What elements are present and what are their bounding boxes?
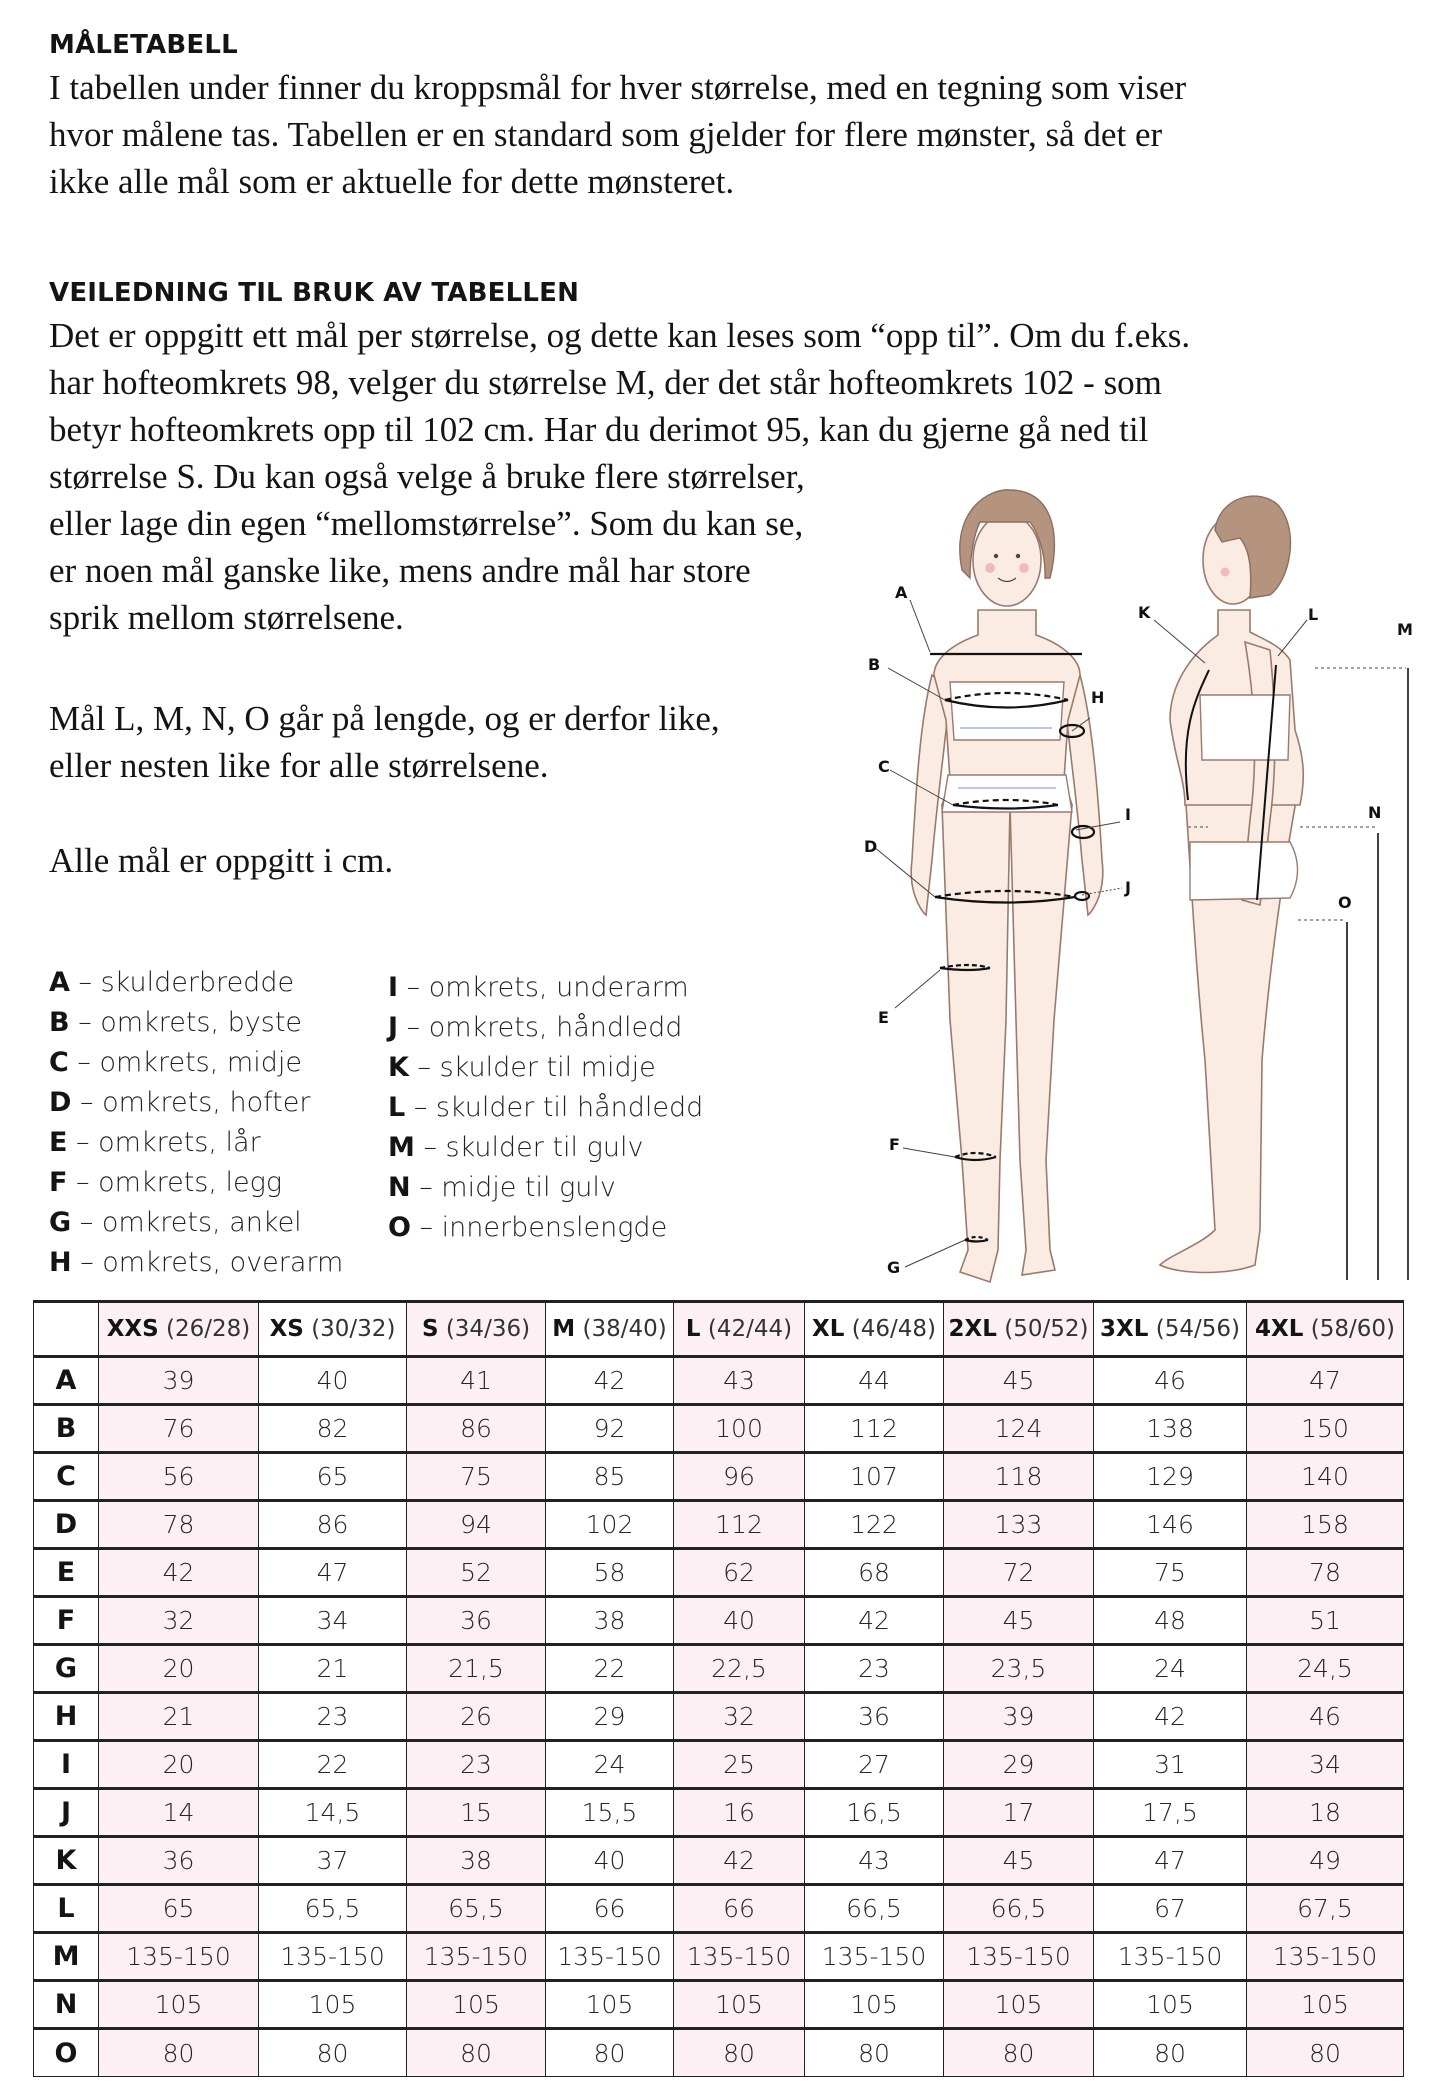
table-cell: 105 <box>407 1981 546 2029</box>
legend-item: H – omkrets, overarm <box>49 1247 344 1278</box>
table-header-row <box>34 1302 1404 1357</box>
row-label: J <box>34 1789 99 1837</box>
table-row <box>34 1693 1404 1741</box>
table-cell: 43 <box>674 1357 805 1405</box>
table-cell: 105 <box>805 1981 944 2029</box>
row-label: K <box>34 1837 99 1885</box>
table-cell: 96 <box>674 1453 805 1501</box>
table-cell: 36 <box>99 1837 259 1885</box>
corner-cell <box>34 1302 99 1357</box>
table-cell: 135-150 <box>1247 1933 1404 1981</box>
table-cell: 135-150 <box>674 1933 805 1981</box>
table-cell: 40 <box>259 1357 407 1405</box>
column-header-xxs: XXS (26/28) <box>99 1302 259 1357</box>
table-cell: 56 <box>99 1453 259 1501</box>
table-cell: 18 <box>1247 1789 1404 1837</box>
column-header-m: M (38/40) <box>546 1302 674 1357</box>
table-cell: 80 <box>674 2029 805 2077</box>
legend-item: O – innerbenslengde <box>388 1212 668 1243</box>
row-label: N <box>34 1981 99 2029</box>
legend-item: N – midje til gulv <box>388 1172 616 1203</box>
intro-line: ikke alle mål som er aktuelle for dette mønsteret. <box>49 162 735 201</box>
table-cell: 32 <box>99 1597 259 1645</box>
figure-label-h: H <box>1091 688 1105 707</box>
figure-label-c: C <box>878 757 890 776</box>
table-cell: 16 <box>674 1789 805 1837</box>
table-cell: 45 <box>944 1357 1094 1405</box>
column-header-4xl: 4XL (58/60) <box>1247 1302 1404 1357</box>
table-cell: 42 <box>674 1837 805 1885</box>
legend-item: J – omkrets, håndledd <box>388 1012 683 1043</box>
legend-item: K – skulder til midje <box>388 1052 656 1083</box>
legend-item: D – omkrets, hofter <box>49 1087 311 1118</box>
table-cell: 21 <box>99 1693 259 1741</box>
table-cell: 47 <box>259 1549 407 1597</box>
figure-label-m: M <box>1397 620 1413 639</box>
table-cell: 86 <box>407 1405 546 1453</box>
legend-item: A – skulderbredde <box>49 967 295 998</box>
table-cell: 40 <box>546 1837 674 1885</box>
table-cell: 17 <box>944 1789 1094 1837</box>
table-cell: 146 <box>1094 1501 1247 1549</box>
row-label: F <box>34 1597 99 1645</box>
row-label: G <box>34 1645 99 1693</box>
table-cell: 118 <box>944 1453 1094 1501</box>
unit-note <box>49 837 393 884</box>
table-row <box>34 1885 1404 1933</box>
figure-label-e: E <box>878 1008 889 1027</box>
row-label: E <box>34 1549 99 1597</box>
row-label: H <box>34 1693 99 1741</box>
column-header-3xl: 3XL (54/56) <box>1094 1302 1247 1357</box>
table-cell: 14,5 <box>259 1789 407 1837</box>
legend-item: C – omkrets, midje <box>49 1047 302 1078</box>
table-cell: 80 <box>99 2029 259 2077</box>
table-cell: 67 <box>1094 1885 1247 1933</box>
legend-right <box>388 968 703 1248</box>
table-cell: 100 <box>674 1405 805 1453</box>
length-note <box>49 695 720 789</box>
table-row <box>34 1837 1404 1885</box>
table-cell: 29 <box>944 1741 1094 1789</box>
table-cell: 66 <box>546 1885 674 1933</box>
row-label: B <box>34 1405 99 1453</box>
table-cell: 20 <box>99 1741 259 1789</box>
front-left-leg <box>1010 805 1072 1275</box>
guide-line: betyr hofteomkrets opp til 102 cm. Har du derimot 95, kan du gjerne gå ned til <box>49 410 1149 449</box>
table-cell: 135-150 <box>1094 1933 1247 1981</box>
table-row <box>34 1933 1404 1981</box>
table-cell: 49 <box>1247 1837 1404 1885</box>
table-cell: 112 <box>674 1501 805 1549</box>
side-bottom <box>1190 842 1298 900</box>
intro-line: hvor målene tas. Tabellen er en standard som gjelder for flere mønster, så det er <box>49 115 1163 154</box>
table-cell: 80 <box>407 2029 546 2077</box>
table-cell: 24,5 <box>1247 1645 1404 1693</box>
figure-label-o: O <box>1338 893 1352 912</box>
table-cell: 135-150 <box>407 1933 546 1981</box>
size-table <box>33 1300 1404 2077</box>
section-title-maletabell: MÅLETABELL <box>49 30 238 60</box>
table-cell: 62 <box>674 1549 805 1597</box>
table-cell: 47 <box>1094 1837 1247 1885</box>
table-cell: 36 <box>407 1597 546 1645</box>
figure-label-b: B <box>868 655 881 674</box>
table-cell: 78 <box>99 1501 259 1549</box>
table-cell: 105 <box>1247 1981 1404 2029</box>
table-cell: 138 <box>1094 1405 1247 1453</box>
figure-label-a: A <box>895 583 908 602</box>
table-cell: 135-150 <box>99 1933 259 1981</box>
table-cell: 107 <box>805 1453 944 1501</box>
table-row <box>34 1645 1404 1693</box>
row-label: D <box>34 1501 99 1549</box>
table-cell: 42 <box>546 1357 674 1405</box>
column-header-l: L (42/44) <box>674 1302 805 1357</box>
table-cell: 44 <box>805 1357 944 1405</box>
table-cell: 94 <box>407 1501 546 1549</box>
table-cell: 21 <box>259 1645 407 1693</box>
length-note-line: Mål L, M, N, O går på lengde, og er derfor like, <box>49 699 720 738</box>
table-cell: 102 <box>546 1501 674 1549</box>
table-cell: 23,5 <box>944 1645 1094 1693</box>
front-cheek <box>1019 563 1029 573</box>
table-cell: 150 <box>1247 1405 1404 1453</box>
legend-left <box>49 963 343 1283</box>
table-cell: 65 <box>99 1885 259 1933</box>
table-cell: 22 <box>546 1645 674 1693</box>
table-cell: 112 <box>805 1405 944 1453</box>
table-cell: 39 <box>99 1357 259 1405</box>
front-top <box>950 682 1064 740</box>
table-cell: 135-150 <box>259 1933 407 1981</box>
legend-item: E – omkrets, lår <box>49 1127 261 1158</box>
table-cell: 129 <box>1094 1453 1247 1501</box>
table-cell: 36 <box>805 1693 944 1741</box>
table-cell: 65 <box>259 1453 407 1501</box>
table-cell: 72 <box>944 1549 1094 1597</box>
table-cell: 46 <box>1247 1693 1404 1741</box>
column-header-xl: XL (46/48) <box>805 1302 944 1357</box>
table-cell: 75 <box>1094 1549 1247 1597</box>
column-header-s: S (34/36) <box>407 1302 546 1357</box>
table-cell: 80 <box>546 2029 674 2077</box>
table-row <box>34 1981 1404 2029</box>
table-cell: 41 <box>407 1357 546 1405</box>
table-cell: 92 <box>546 1405 674 1453</box>
table-cell: 24 <box>1094 1645 1247 1693</box>
guide-line: størrelse S. Du kan også velge å bruke flere størrelser, <box>49 457 805 496</box>
table-cell: 16,5 <box>805 1789 944 1837</box>
legend-item: G – omkrets, ankel <box>49 1207 302 1238</box>
table-cell: 15,5 <box>546 1789 674 1837</box>
table-cell: 105 <box>674 1981 805 2029</box>
table-cell: 27 <box>805 1741 944 1789</box>
table-cell: 42 <box>805 1597 944 1645</box>
table-cell: 22,5 <box>674 1645 805 1693</box>
unit-note-line: Alle mål er oppgitt i cm. <box>49 841 394 880</box>
table-cell: 65,5 <box>259 1885 407 1933</box>
side-top <box>1200 695 1290 760</box>
table-row <box>34 1405 1404 1453</box>
guide-line: Det er oppgitt ett mål per størrelse, og dette kan leses som “opp til”. Om du f.eks. <box>49 316 1191 355</box>
figure-label-i: I <box>1125 805 1131 824</box>
table-cell: 58 <box>546 1549 674 1597</box>
table-cell: 66,5 <box>805 1885 944 1933</box>
table-cell: 21,5 <box>407 1645 546 1693</box>
table-cell: 22 <box>259 1741 407 1789</box>
table-cell: 34 <box>259 1597 407 1645</box>
row-label: A <box>34 1357 99 1405</box>
guide-line: har hofteomkrets 98, velger du størrelse M, der det står hofteomkrets 102 - som <box>49 363 1162 402</box>
table-cell: 80 <box>1094 2029 1247 2077</box>
table-cell: 135-150 <box>546 1933 674 1981</box>
table-cell: 29 <box>546 1693 674 1741</box>
table-cell: 105 <box>259 1981 407 2029</box>
table-row <box>34 1549 1404 1597</box>
table-cell: 20 <box>99 1645 259 1693</box>
table-cell: 38 <box>407 1837 546 1885</box>
table-cell: 38 <box>546 1597 674 1645</box>
table-cell: 67,5 <box>1247 1885 1404 1933</box>
front-cheek <box>985 563 995 573</box>
table-row <box>34 1741 1404 1789</box>
table-cell: 37 <box>259 1837 407 1885</box>
length-note-line: eller nesten like for alle størrelsene. <box>49 746 549 785</box>
table-cell: 66 <box>674 1885 805 1933</box>
table-cell: 48 <box>1094 1597 1247 1645</box>
table-cell: 80 <box>1247 2029 1404 2077</box>
guide-line: eller lage din egen “mellomstørrelse”. Som du kan se, <box>49 504 804 543</box>
table-cell: 66,5 <box>944 1885 1094 1933</box>
table-cell: 105 <box>1094 1981 1247 2029</box>
table-cell: 52 <box>407 1549 546 1597</box>
table-cell: 45 <box>944 1837 1094 1885</box>
guide-line: sprik mellom størrelsene. <box>49 598 404 637</box>
legend-item: I – omkrets, underarm <box>388 972 689 1003</box>
legend-item: B – omkrets, byste <box>49 1007 303 1038</box>
table-cell: 105 <box>944 1981 1094 2029</box>
table-row <box>34 2029 1404 2077</box>
table-cell: 65,5 <box>407 1885 546 1933</box>
body-measurement-illustration <box>850 460 1445 1300</box>
table-row <box>34 1501 1404 1549</box>
table-cell: 40 <box>674 1597 805 1645</box>
table-cell: 39 <box>944 1693 1094 1741</box>
legend-item: F – omkrets, legg <box>49 1167 283 1198</box>
guide-line: er noen mål ganske like, mens andre mål har store <box>49 551 751 590</box>
table-cell: 135-150 <box>805 1933 944 1981</box>
table-row <box>34 1453 1404 1501</box>
table-body <box>34 1357 1404 2077</box>
table-cell: 15 <box>407 1789 546 1837</box>
table-cell: 24 <box>546 1741 674 1789</box>
table-cell: 25 <box>674 1741 805 1789</box>
row-label: I <box>34 1741 99 1789</box>
table-cell: 17,5 <box>1094 1789 1247 1837</box>
table-cell: 85 <box>546 1453 674 1501</box>
table-cell: 34 <box>1247 1741 1404 1789</box>
table-cell: 80 <box>944 2029 1094 2077</box>
table-row <box>34 1597 1404 1645</box>
table-cell: 31 <box>1094 1741 1247 1789</box>
section-title-veiledning: VEILEDNING TIL BRUK AV TABELLEN <box>49 278 580 308</box>
table-cell: 68 <box>805 1549 944 1597</box>
table-cell: 32 <box>674 1693 805 1741</box>
table-cell: 105 <box>546 1981 674 2029</box>
table-cell: 105 <box>99 1981 259 2029</box>
front-right-leg <box>942 805 1010 1282</box>
intro-paragraph <box>49 64 1186 205</box>
table-cell: 23 <box>259 1693 407 1741</box>
table-row <box>34 1789 1404 1837</box>
table-cell: 78 <box>1247 1549 1404 1597</box>
column-header-xs: XS (30/32) <box>259 1302 407 1357</box>
table-cell: 42 <box>1094 1693 1247 1741</box>
table-cell: 82 <box>259 1405 407 1453</box>
column-header-2xl: 2XL (50/52) <box>944 1302 1094 1357</box>
front-face <box>973 514 1041 606</box>
table-cell: 76 <box>99 1405 259 1453</box>
side-cheek <box>1221 568 1230 577</box>
table-cell: 51 <box>1247 1597 1404 1645</box>
row-label: L <box>34 1885 99 1933</box>
table-cell: 43 <box>805 1837 944 1885</box>
figure-label-k: K <box>1138 603 1151 622</box>
figure-label-l: L <box>1308 605 1319 624</box>
figure-label-g: G <box>887 1258 901 1277</box>
figure-label-d: D <box>864 837 878 856</box>
table-cell: 75 <box>407 1453 546 1501</box>
table-cell: 23 <box>407 1741 546 1789</box>
legend-item: L – skulder til håndledd <box>388 1092 704 1123</box>
table-cell: 45 <box>944 1597 1094 1645</box>
figure-label-n: N <box>1368 803 1382 822</box>
table-cell: 80 <box>805 2029 944 2077</box>
table-row <box>34 1357 1404 1405</box>
table-cell: 47 <box>1247 1357 1404 1405</box>
table-cell: 86 <box>259 1501 407 1549</box>
figure-label-j: J <box>1125 878 1131 897</box>
legend-item: M – skulder til gulv <box>388 1132 644 1163</box>
table-cell: 46 <box>1094 1357 1247 1405</box>
table-cell: 26 <box>407 1693 546 1741</box>
table-cell: 122 <box>805 1501 944 1549</box>
row-label: O <box>34 2029 99 2077</box>
intro-line: I tabellen under finner du kroppsmål for hver størrelse, med en tegning som viser <box>49 68 1187 107</box>
table-cell: 14 <box>99 1789 259 1837</box>
table-cell: 135-150 <box>944 1933 1094 1981</box>
table-cell: 124 <box>944 1405 1094 1453</box>
table-cell: 80 <box>259 2029 407 2077</box>
table-cell: 133 <box>944 1501 1094 1549</box>
row-label: C <box>34 1453 99 1501</box>
table-cell: 140 <box>1247 1453 1404 1501</box>
figure-label-f: F <box>889 1135 900 1154</box>
table-cell: 42 <box>99 1549 259 1597</box>
row-label: M <box>34 1933 99 1981</box>
table-cell: 23 <box>805 1645 944 1693</box>
table-cell: 158 <box>1247 1501 1404 1549</box>
